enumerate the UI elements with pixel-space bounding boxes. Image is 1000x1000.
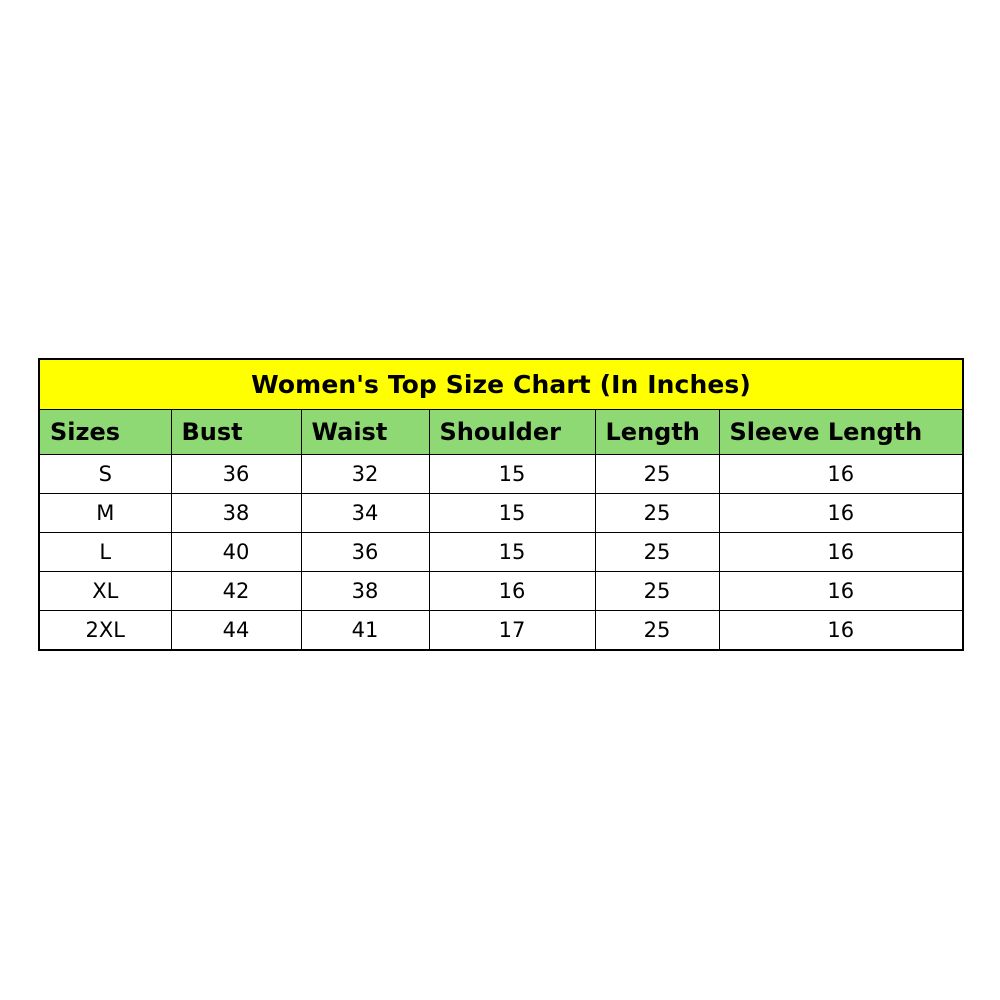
table-row (39, 533, 963, 572)
column-header-shoulder: Shoulder (429, 410, 595, 455)
cell-shoulder: 15 (429, 494, 595, 533)
cell-shoulder: 15 (429, 533, 595, 572)
cell-length: 25 (595, 494, 719, 533)
column-header-sizes: Sizes (39, 410, 171, 455)
size-chart-container (38, 358, 962, 651)
cell-sleeve-length: 16 (719, 455, 963, 494)
column-header-length: Length (595, 410, 719, 455)
cell-length: 25 (595, 455, 719, 494)
cell-bust: 42 (171, 572, 301, 611)
cell-bust: 38 (171, 494, 301, 533)
cell-waist: 36 (301, 533, 429, 572)
table-row (39, 611, 963, 651)
cell-sleeve-length: 16 (719, 572, 963, 611)
cell-bust: 40 (171, 533, 301, 572)
cell-shoulder: 17 (429, 611, 595, 651)
title-row (39, 359, 963, 410)
column-header-sleeve-length: Sleeve Length (719, 410, 963, 455)
cell-sleeve-length: 16 (719, 533, 963, 572)
table-row (39, 455, 963, 494)
cell-shoulder: 15 (429, 455, 595, 494)
cell-shoulder: 16 (429, 572, 595, 611)
table-row (39, 494, 963, 533)
cell-size: M (39, 494, 171, 533)
cell-length: 25 (595, 611, 719, 651)
column-header-bust: Bust (171, 410, 301, 455)
cell-sleeve-length: 16 (719, 611, 963, 651)
cell-size: 2XL (39, 611, 171, 651)
cell-bust: 44 (171, 611, 301, 651)
column-header-waist: Waist (301, 410, 429, 455)
table-row (39, 572, 963, 611)
size-chart-table (38, 358, 964, 651)
cell-size: L (39, 533, 171, 572)
cell-sleeve-length: 16 (719, 494, 963, 533)
cell-waist: 41 (301, 611, 429, 651)
cell-bust: 36 (171, 455, 301, 494)
cell-waist: 38 (301, 572, 429, 611)
cell-waist: 32 (301, 455, 429, 494)
cell-length: 25 (595, 572, 719, 611)
cell-size: S (39, 455, 171, 494)
cell-size: XL (39, 572, 171, 611)
cell-length: 25 (595, 533, 719, 572)
header-row (39, 410, 963, 455)
chart-title: Women's Top Size Chart (In Inches) (39, 359, 963, 410)
cell-waist: 34 (301, 494, 429, 533)
